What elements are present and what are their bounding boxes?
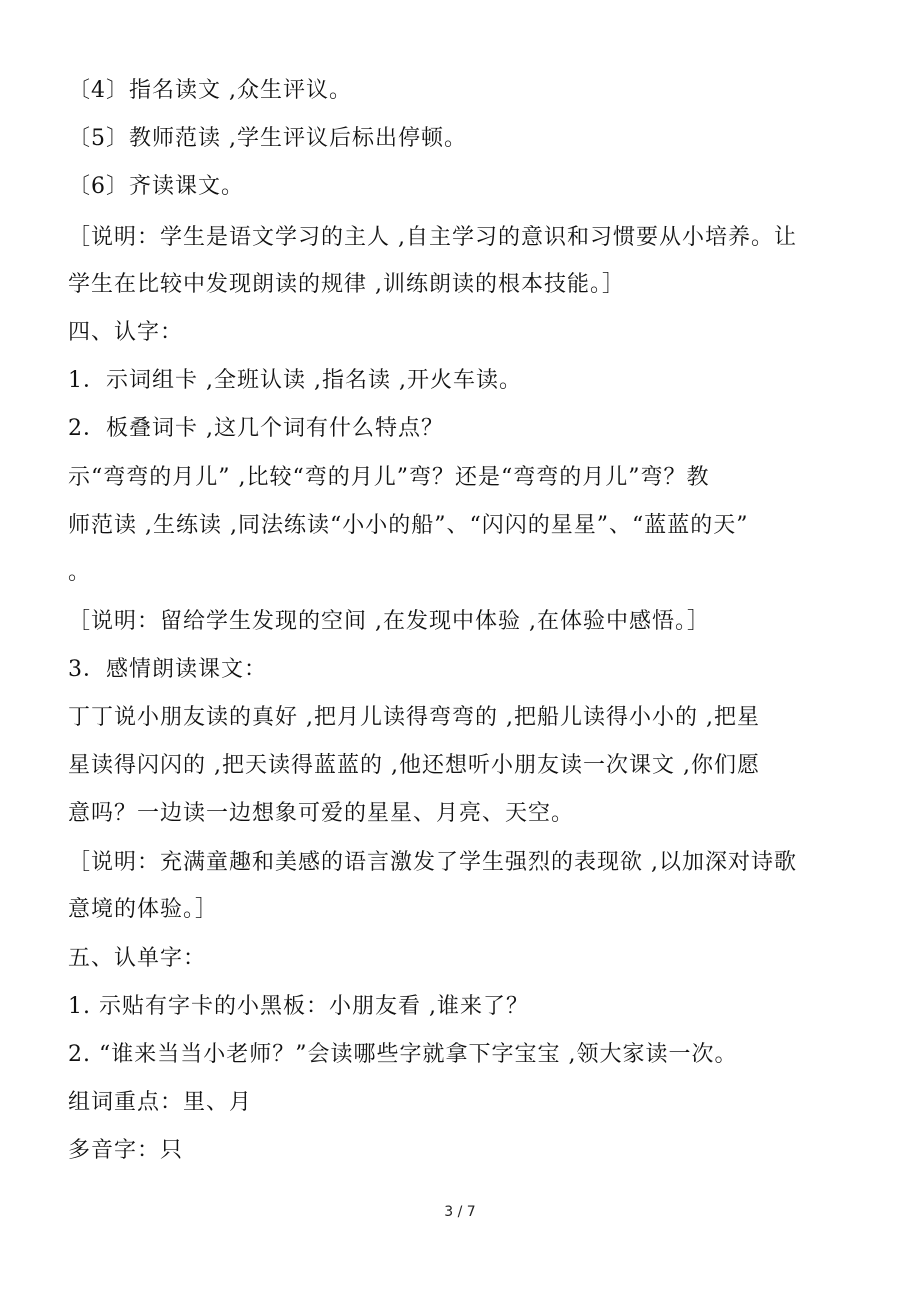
text-line: 多音字：只 [68,1138,184,1163]
page-number: 3 / 7 [444,1204,476,1220]
text-line: 〔6〕齐读课文。 [68,174,244,199]
text-line: 3．感情朗读课文： [68,657,267,682]
text-line: 2．板叠词卡 ,这几个词有什么特点？ [68,416,444,441]
text-line: 师范读 ,生练读 ,同法练读“小小的船”、“闪闪的星星”、“蓝蓝的天” [68,513,749,538]
text-line: ［说明：学生是语文学习的主人 ,自主学习的意识和习惯要从小培养。让 [68,225,797,250]
text-line: 2. “谁来当当小老师？”会读哪些字就拿下字宝宝 ,领大家读一次。 [68,1042,738,1067]
text-line: 。 [68,560,92,585]
text-line: 意吗？一边读一边想象可爱的星星、月亮、天空。 [68,801,575,826]
text-line: 示“弯弯的月儿” ,比较“弯的月儿”弯？还是“弯弯的月儿”弯？教 [68,465,710,490]
text-line: 意境的体验。］ [68,897,219,922]
text-line: 丁丁说小朋友读的真好 ,把月儿读得弯弯的 ,把船儿读得小小的 ,把星 [68,705,760,730]
text-line: 〔5〕教师范读 ,学生评议后标出停顿。 [68,126,467,151]
section-heading: 五、认单字： [68,946,207,971]
text-line: 组词重点：里、月 [68,1090,253,1115]
text-line: 星读得闪闪的 ,把天读得蓝蓝的 ,他还想听小朋友读一次课文 ,你们愿 [68,753,760,778]
text-line: 1．示词组卡 ,全班认读 ,指名读 ,开火车读。 [68,368,522,393]
text-line: ［说明：留给学生发现的空间 ,在发现中体验 ,在体验中感悟。］ [68,609,710,634]
text-line: 学生在比较中发现朗读的规律 ,训练朗读的根本技能。］ [68,272,625,297]
text-line: 〔4〕指名读文 ,众生评议。 [68,78,352,103]
text-line: 1. 示贴有字卡的小黑板：小朋友看 ,谁来了？ [68,994,529,1019]
section-heading: 四、认字： [68,320,184,345]
text-line: ［说明：充满童趣和美感的语言激发了学生强烈的表现欲 ,以加深对诗歌 [68,850,797,875]
